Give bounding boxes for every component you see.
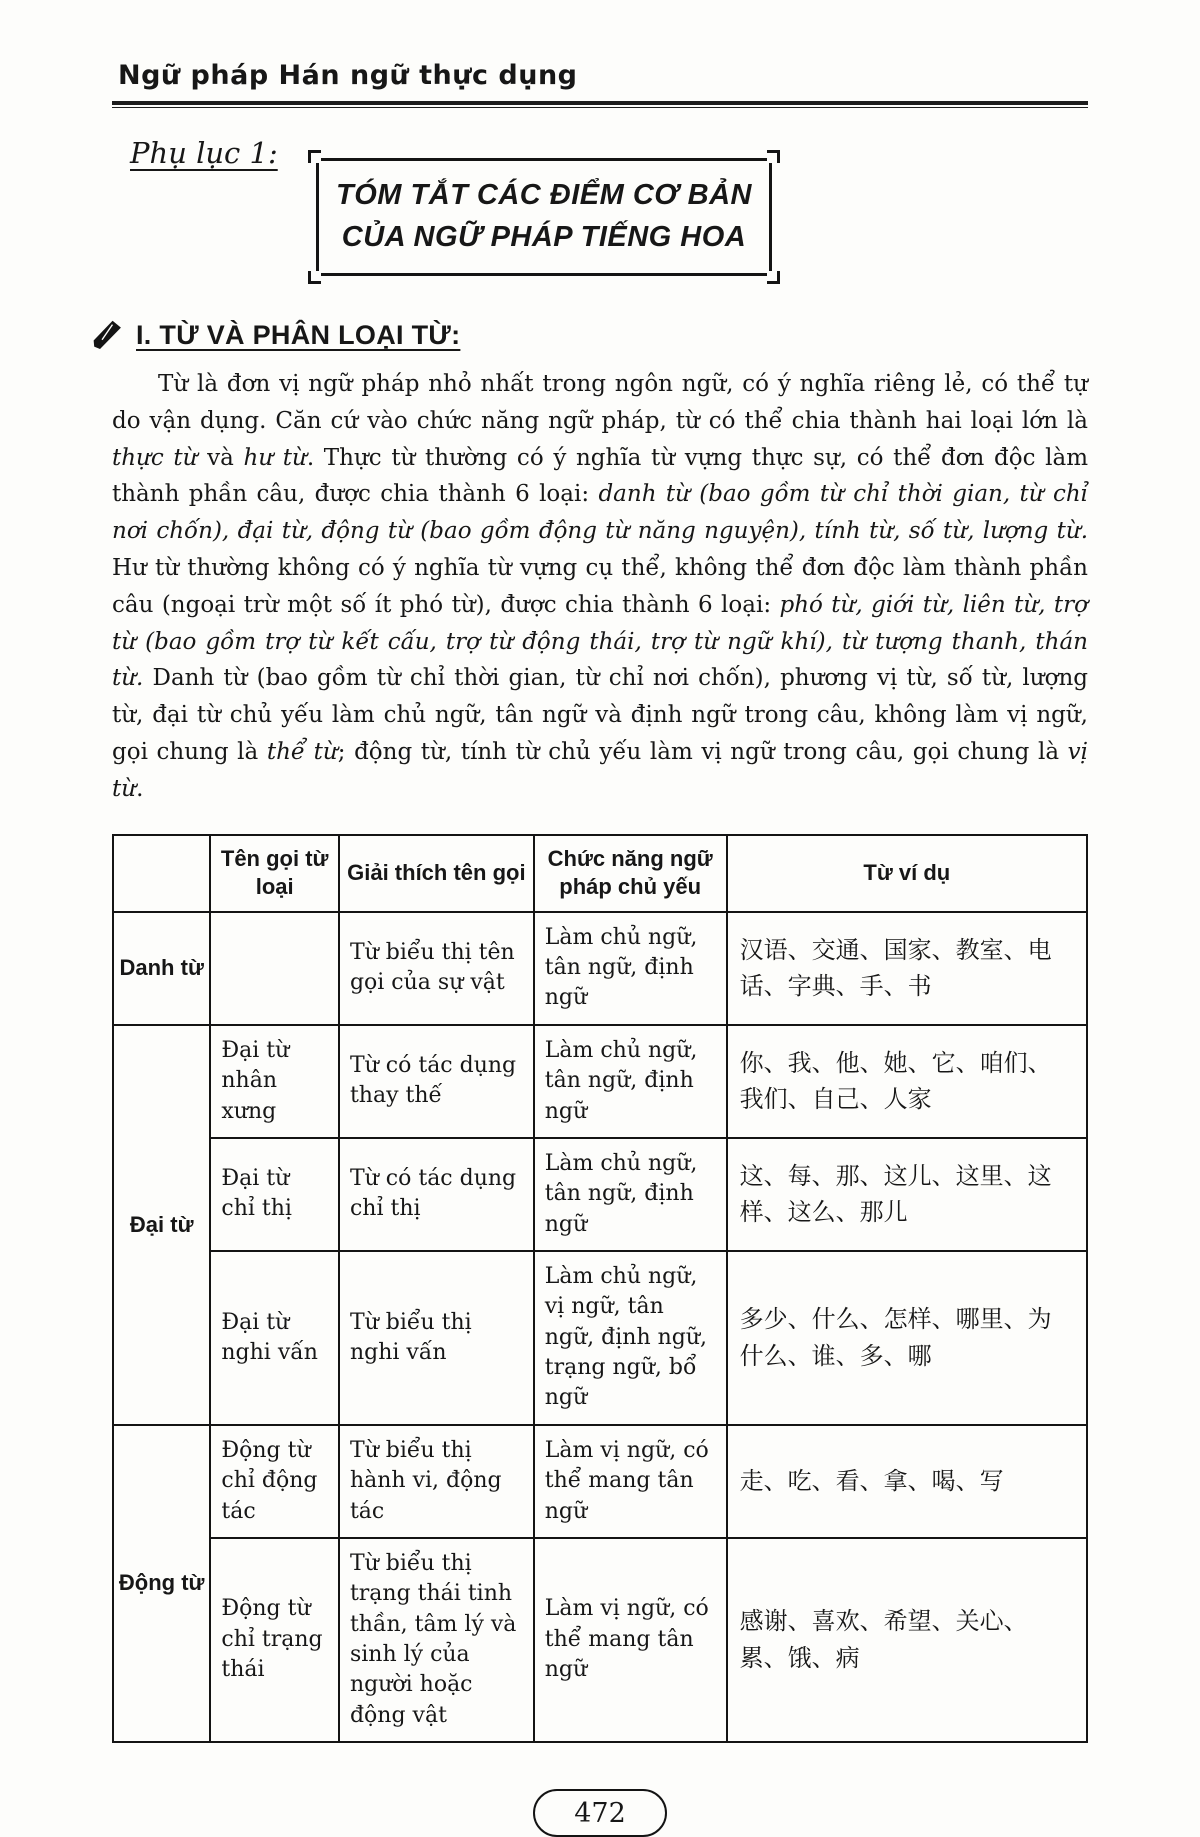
- function-cell: Làm chủ ngữ, vị ngữ, tân ngữ, định ngữ, trạng ngữ, bổ ngữ: [534, 1251, 727, 1425]
- header-cell-name: Tên gọi từ loại: [210, 835, 339, 912]
- corner-ornament: [308, 271, 321, 284]
- category-cell: Đại từ: [113, 1025, 210, 1425]
- header-cell-function: Chức năng ngữ pháp chủ yếu: [534, 835, 727, 912]
- paragraph-term: thực từ: [112, 444, 198, 471]
- chapter-title-box: [316, 158, 772, 276]
- table-head: [113, 835, 1087, 912]
- subtype-cell: Động từ chỉ động tác: [210, 1425, 339, 1538]
- table-row: [113, 1251, 1087, 1425]
- section-heading-row: [112, 318, 1088, 352]
- paragraph-term: vị từ: [112, 738, 1088, 802]
- subtype-cell: [210, 912, 339, 1025]
- section-heading: I. TỪ VÀ PHÂN LOẠI TỪ:: [136, 319, 461, 350]
- corner-ornament: [767, 150, 780, 163]
- page-number-pill: [533, 1789, 667, 1837]
- examples-cell: 感谢、喜欢、希望、关心、累、饿、病: [727, 1538, 1087, 1742]
- paragraph-text: Danh từ (bao gồm từ chỉ thời gian, từ chỉ nơi chốn), phương vị từ, số từ, lượng từ, đại từ chủ yếu làm chủ ngữ, tân ngữ và định ngữ trong câu, không làm vị ngữ, gọi chung là: [112, 665, 1088, 765]
- header-cell-explanation: Giải thích tên gọi: [339, 835, 534, 912]
- paragraph-term: danh từ (bao gồm từ chỉ thời gian, từ chỉ nơi chốn), đại từ, động từ (bao gồm động từ năng nguyện), tính từ, số từ, lượng từ.: [112, 481, 1088, 545]
- header-cell-blank: [113, 835, 210, 912]
- function-cell: Làm chủ ngữ, tân ngữ, định ngữ: [534, 1138, 727, 1251]
- explanation-cell: Từ biểu thị tên gọi của sự vật: [339, 912, 534, 1025]
- function-cell: Làm chủ ngữ, tân ngữ, định ngữ: [534, 1025, 727, 1138]
- examples-cell: 汉语、交通、国家、教室、电话、字典、手、书: [727, 912, 1087, 1025]
- paragraph-term: phó từ, giới từ, liên từ, trợ từ (bao gồm trợ từ kết cấu, trợ từ động thái, trợ từ ngữ khí), từ tượng thanh, thán từ.: [112, 591, 1088, 692]
- category-cell: Danh từ: [113, 912, 210, 1025]
- examples-cell: 你、我、他、她、它、咱们、我们、自己、人家: [727, 1025, 1087, 1138]
- table-row: [113, 1538, 1087, 1742]
- header-divider: [112, 101, 1088, 108]
- appendix-label: Phụ lục 1:: [130, 136, 278, 170]
- paragraph-text: và: [197, 444, 244, 471]
- examples-cell: 多少、什么、怎样、哪里、为什么、谁、多、哪: [727, 1251, 1087, 1425]
- explanation-cell: Từ biểu thị nghi vấn: [339, 1251, 534, 1425]
- word-class-table-body: [113, 912, 1087, 1742]
- explanation-cell: Từ có tác dụng chỉ thị: [339, 1138, 534, 1251]
- paragraph-text: ; động từ, tính từ chủ yếu làm vị ngữ trong câu, gọi chung là: [337, 738, 1068, 765]
- header-cell-examples: Từ ví dụ: [727, 835, 1087, 912]
- function-cell: Làm vị ngữ, có thể mang tân ngữ: [534, 1425, 727, 1538]
- explanation-cell: Từ biểu thị hành vi, động tác: [339, 1425, 534, 1538]
- appendix-band: [112, 134, 1088, 284]
- subtype-cell: Đại từ nghi vấn: [210, 1251, 339, 1425]
- category-cell: Động từ: [113, 1425, 210, 1742]
- function-cell: Làm vị ngữ, có thể mang tân ngữ: [534, 1538, 727, 1742]
- examples-cell: 这、每、那、这儿、这里、这样、这么、那儿: [727, 1138, 1087, 1251]
- word-class-table: [112, 834, 1088, 1743]
- pen-icon: [88, 316, 126, 354]
- chapter-title-line-1: TÓM TẮT CÁC ĐIỂM CƠ BẢN: [336, 179, 752, 211]
- paragraph-term: thể từ: [266, 738, 338, 765]
- subtype-cell: Động từ chỉ trạng thái: [210, 1538, 339, 1742]
- table-row: [113, 1025, 1087, 1138]
- paragraph-text: . Thực từ thường có ý nghĩa từ vựng thực sự, có thể đơn độc làm thành phần câu, được chia thành 6 loại:: [112, 444, 1089, 508]
- explanation-cell: Từ biểu thị trạng thái tinh thần, tâm lý và sinh lý của người hoặc động vật: [339, 1538, 534, 1742]
- paragraph-text: Hư từ thường không có ý nghĩa từ vựng cụ thể, không thể đơn độc làm thành phần câu (ngoại trừ một số ít phó từ), được chia thành 6 loại:: [112, 554, 1088, 618]
- paragraph-text: Từ là đơn vị ngữ pháp nhỏ nhất trong ngôn ngữ, có ý nghĩa riêng lẻ, có thể tự do vận dụng. Căn cứ vào chức năng ngữ pháp, từ có thể chia thành hai loại lớn là: [112, 371, 1088, 434]
- subtype-cell: Đại từ chỉ thị: [210, 1138, 339, 1251]
- table-row: [113, 1425, 1087, 1538]
- table-row: [113, 1138, 1087, 1251]
- paragraph-text: .: [136, 775, 144, 802]
- explanation-cell: Từ có tác dụng thay thế: [339, 1025, 534, 1138]
- chapter-title-line-2: CỦA NGỮ PHÁP TIẾNG HOA: [341, 221, 747, 254]
- corner-ornament: [308, 150, 321, 163]
- page-number: 472: [574, 1797, 626, 1829]
- table-header-row: [113, 835, 1087, 912]
- examples-cell: 走、吃、看、拿、喝、写: [727, 1425, 1087, 1538]
- paragraph-term: hư từ: [243, 444, 307, 471]
- running-head: Ngữ pháp Hán ngữ thực dụng: [118, 60, 578, 91]
- corner-ornament: [767, 271, 780, 284]
- function-cell: Làm chủ ngữ, tân ngữ, định ngữ: [534, 912, 727, 1025]
- table-row: [113, 912, 1087, 1025]
- subtype-cell: Đại từ nhân xưng: [210, 1025, 339, 1138]
- intro-paragraph: [112, 366, 1088, 808]
